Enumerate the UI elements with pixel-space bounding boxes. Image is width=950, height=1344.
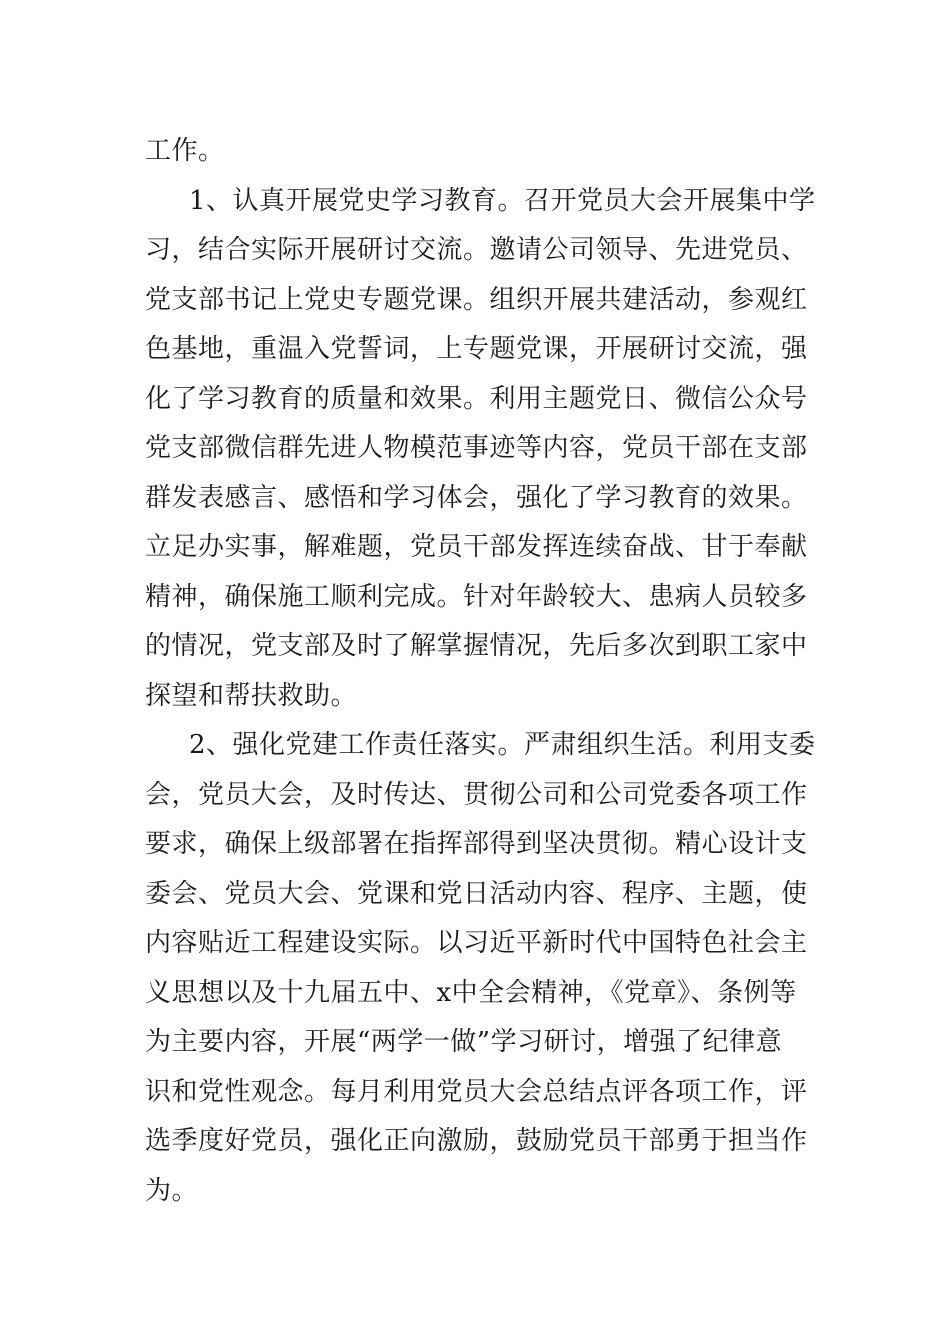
text-line: 党支部书记上党史专题党课。组织开展共建活动，参观红: [145, 284, 808, 315]
text-line: 党支部微信群先进人物模范事迹等内容，党员干部在支部: [145, 433, 808, 463]
text-line: 习，结合实际开展研讨交流。邀请公司领导、先进党员、: [145, 235, 808, 265]
text-line: 立足办实事，解难题，党员干部发挥连续奋战、甘于奉献: [145, 532, 808, 562]
text-line: 工作。: [145, 136, 225, 166]
text-line: 精神，确保施工顺利完成。针对年龄较大、患病人员较多: [145, 581, 808, 612]
text-line: 化了学习教育的质量和效果。利用主题党日、微信公众号: [145, 383, 808, 414]
text-line: 识和党性观念。每月利用党员大会总结点评各项工作，评: [145, 1076, 808, 1107]
text-line: 1、认真开展党史学习教育。召开党员大会开展集中学: [189, 185, 816, 216]
text-line: 选季度好党员，强化正向激励，鼓励党员干部勇于担当作: [145, 1126, 808, 1156]
text-line: 的情况，党支部及时了解掌握情况，先后多次到职工家中: [145, 631, 808, 661]
text-line: 要求，确保上级部署在指挥部得到坚决贯彻。精心设计支: [145, 829, 808, 859]
document-body: [145, 127, 816, 1216]
text-line: 会，党员大会，及时传达、贯彻公司和公司党委各项工作: [145, 779, 808, 810]
text-line: 为主要内容，开展“两学一做”学习研讨，增强了纪律意: [145, 1027, 783, 1057]
text-line: 色基地，重温入党誓词，上专题党课，开展研讨交流，强: [145, 334, 808, 364]
paragraph-continuation: [145, 127, 810, 177]
text-line: 内容贴近工程建设实际。以习近平新时代中国特色社会主: [145, 928, 808, 958]
text-line: 为。: [145, 1175, 199, 1206]
text-line: 义思想以及十九届五中、x中全会精神，《党章》、条例等: [145, 977, 797, 1008]
text-line: 探望和帮扶救助。: [145, 680, 358, 711]
paragraph-party-history-study: [145, 177, 816, 722]
paragraph-party-building-responsibility: [145, 721, 816, 1216]
text-line: 2、强化党建工作责任落实。严肃组织生活。利用支委: [189, 730, 816, 760]
text-line: 委会、党员大会、党课和党日活动内容、程序、主题，使: [145, 878, 808, 909]
text-line: 群发表感言、感悟和学习体会，强化了学习教育的效果。: [145, 482, 808, 513]
